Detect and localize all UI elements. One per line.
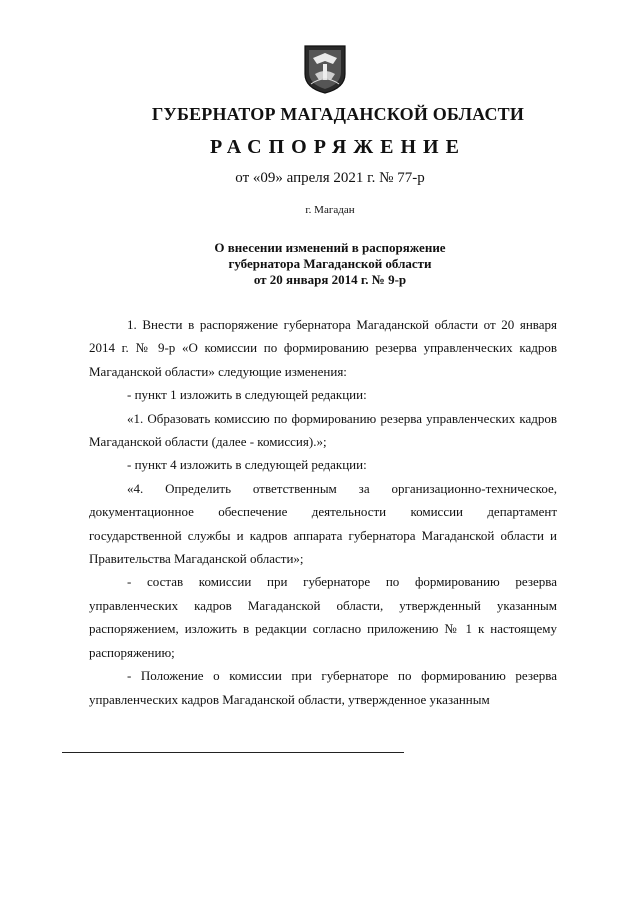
subject-line: О внесении изменений в распоряжение: [214, 240, 446, 255]
document-subject: [0, 240, 640, 288]
document-date-number: от «09» апреля 2021 г. № 77-р: [235, 170, 425, 186]
document-city: г. Магадан: [305, 204, 355, 216]
subject-line: от 20 января 2014 г. № 9-р: [253, 272, 407, 287]
body-paragraph: «4. Определить ответственным за организационно-техническое, документационное обеспечение деятельности комиссии департамент государственной службы и кадров аппарата губернатора Магаданской области и Правительства Магаданской области»;: [89, 480, 557, 567]
issuing-authority: ГУБЕРНАТОР МАГАДАНСКОЙ ОБЛАСТИ: [151, 104, 525, 124]
body-paragraph: - Положение о комиссии при губернаторе по формированию резерва управленческих кадров Магаданской области, утвержденное указанным: [89, 668, 557, 707]
document-body: [89, 313, 557, 711]
footnote-divider: [62, 752, 404, 753]
subject-line: губернатора Магаданской области: [228, 256, 432, 271]
coat-of-arms-icon: [303, 44, 347, 94]
body-paragraph: 1. Внести в распоряжение губернатора Магаданской области от 20 января 2014 г. № 9-р «О комиссии по формированию резерва управленческих кадров Магаданской области» следующие изменения:: [89, 317, 557, 379]
body-paragraph: - пункт 1 изложить в следующей редакции:: [127, 387, 367, 403]
body-paragraph: - пункт 4 изложить в следующей редакции:: [127, 457, 367, 473]
body-paragraph: «1. Образовать комиссию по формированию резерва управленческих кадров Магаданской области (далее - комиссия).»;: [89, 410, 557, 450]
document-type: РАСПОРЯЖЕНИЕ: [210, 136, 466, 158]
body-paragraph: - состав комиссии при губернаторе по формированию резерва управленческих кадров Магаданской области, утвержденный указанным распоряжением, изложить в редакции согласно приложению № 1 к настоящему распоряжению;: [89, 574, 557, 660]
